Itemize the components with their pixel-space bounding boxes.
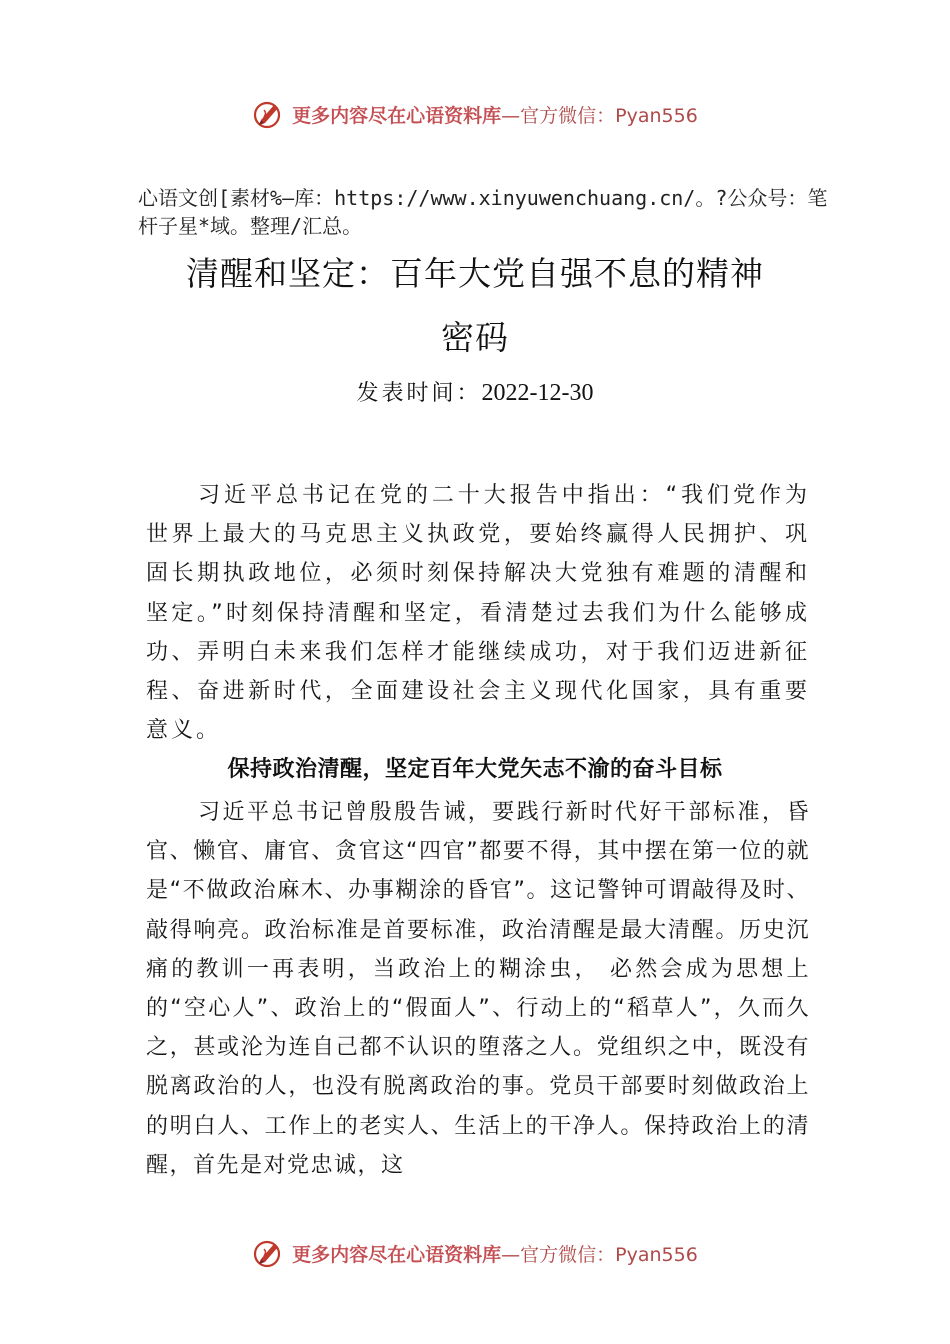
article-title-line-1: 清醒和坚定：百年大党自强不息的精神	[186, 254, 764, 293]
pen-logo-icon	[252, 1237, 284, 1269]
section-heading: 保持政治清醒，坚定百年大党矢志不渝的奋斗目标	[227, 757, 723, 782]
paragraph-body: 习近平总书记曾殷殷告诫，要践行新时代好干部标准，昏官、懒官、庸官、贪官这“四官”都要不得，其中摆在第一位的就是“不做政治麻木、办事糊涂的昏官”。这记警钟可谓敲得及时、敲得响亮。政治标准是首要标准，政治清醒是最大清醒。历史沉痛的教训一再表明，当政治上的糊涂虫， 必然会成为思想上的“空心人”、政治上的“假面人”、行动上的“稻草人”，久而久之，甚或沦为连自己都不认识的堕落之人。党组织之中，既没有脱离政治的人，也没有脱离政治的事。党员干部要时刻做政治上的明白人、工作上的老实人、生活上的干净人。保持政治上的清醒，首先是对党忠诚，这	[146, 800, 810, 1178]
article-title-line-2: 密码	[441, 318, 509, 357]
publish-date	[0, 376, 950, 407]
publish-date-label: 发表时间：	[356, 381, 482, 406]
header-banner	[0, 94, 950, 134]
source-notice: 心语文创[素材%—库：https://www.xinyuwenchuang.cn/。?公众号：笔杆子星*域。整理/汇总。	[138, 186, 828, 238]
publish-date-value: 2022-12-30	[481, 380, 594, 406]
banner-site-name: 更多内容尽在心语资料库	[292, 104, 502, 127]
banner-wechat: —官方微信：Pyan556	[501, 104, 698, 127]
footer-wechat: —官方微信：Pyan556	[501, 1243, 698, 1266]
pen-logo-icon	[252, 98, 284, 130]
paragraph-intro: 习近平总书记在党的二十大报告中指出：“我们党作为世界上最大的马克思主义执政党，要始终赢得人民拥护、巩固长期执政地位，必须时刻保持解决大党独有难题的清醒和坚定。”时刻保持清醒和坚定，看清楚过去我们为什么能够成功、弄明白未来我们怎样才能继续成功，对于我们迈进新征程、奋进新时代，全面建设社会主义现代化国家，具有重要意义。	[146, 483, 810, 744]
footer-site-name: 更多内容尽在心语资料库	[292, 1243, 502, 1266]
footer-banner	[0, 1233, 950, 1273]
